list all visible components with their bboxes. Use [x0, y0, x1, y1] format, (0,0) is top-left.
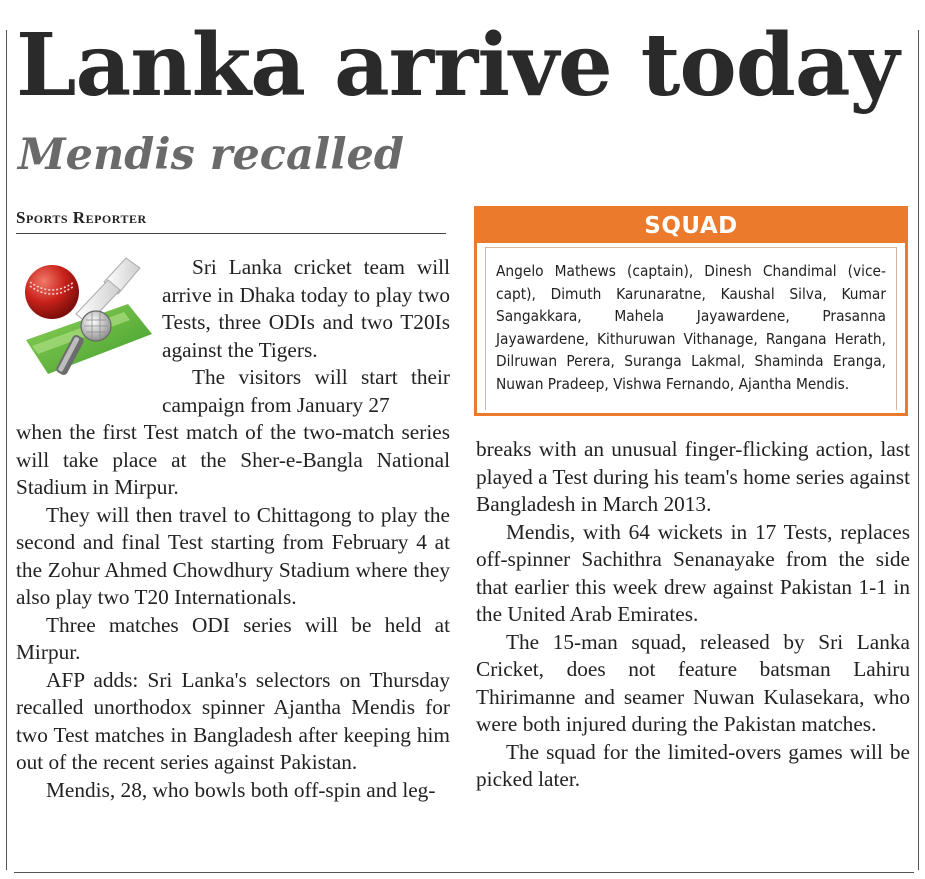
page-border-left [6, 30, 7, 870]
squad-list: Angelo Mathews (captain), Dinesh Chandimal (vice-capt), Dimuth Karunaratne, Kaushal Silva, Kumar Sangakkara, Mahela Jayawardene, Prasanna Jayawardene, Kithuruwan Vithanage, Rangana Herath, Dilruwan Perera, Suranga Lakmal, Shaminda Eranga, Nuwan Pradeep, Vishwa Fernando, Ajantha Mendis. [485, 247, 897, 410]
squad-title: SQUAD [477, 209, 905, 243]
article-column-right [476, 436, 910, 794]
article-paragraph: The visitors will start their campaign from January 27 [162, 365, 450, 417]
article-paragraph: AFP adds: Sri Lanka's selectors on Thursday recalled unorthodox spinner Ajantha Mendis for two Test matches in Bangladesh after keeping him out of the recent series against Pakistan. [16, 667, 450, 774]
cricket-ball-bat-microphone-icon [16, 252, 156, 392]
article-paragraph: Mendis, with 64 wickets in 17 Tests, replaces off-spinner Sachithra Senanayake from the side that earlier this week drew against Pakistan 1-1 in the United Arab Emirates. [476, 519, 910, 626]
headline: Lanka arrive today [16, 15, 899, 116]
article-paragraph: Mendis, 28, who bowls both off-spin and leg- [46, 777, 436, 802]
article-column-intro [162, 254, 450, 419]
article-column-left [16, 419, 450, 804]
byline: Sports Reporter [16, 208, 446, 234]
squad-box [474, 206, 908, 416]
page-border-bottom [14, 872, 914, 873]
article-paragraph: Sri Lanka cricket team will arrive in Dhaka today to play two Tests, three ODIs and two T20Is against the Tigers. [162, 255, 450, 362]
article-paragraph: Three matches ODI series will be held at Mirpur. [16, 612, 450, 664]
page-border-right [918, 30, 919, 870]
subheadline: Mendis recalled [18, 130, 404, 180]
article-paragraph: when the first Test match of the two-match series will take place at the Sher-e-Bangla National Stadium in Mirpur. [16, 420, 450, 499]
article-paragraph: The 15-man squad, released by Sri Lanka Cricket, does not feature batsman Lahiru Thirimanne and seamer Nuwan Kulasekara, who were both injured during the Pakistan matches. [476, 629, 910, 736]
article-paragraph: breaks with an unusual finger-flicking action, last played a Test during his team's home series against Bangladesh in March 2013. [476, 437, 910, 516]
article-paragraph: The squad for the limited-overs games will be picked later. [476, 739, 910, 791]
article-paragraph: They will then travel to Chittagong to play the second and final Test starting from February 4 at the Zohur Ahmed Chowdhury Stadium where they also play two T20 Internationals. [16, 502, 450, 609]
